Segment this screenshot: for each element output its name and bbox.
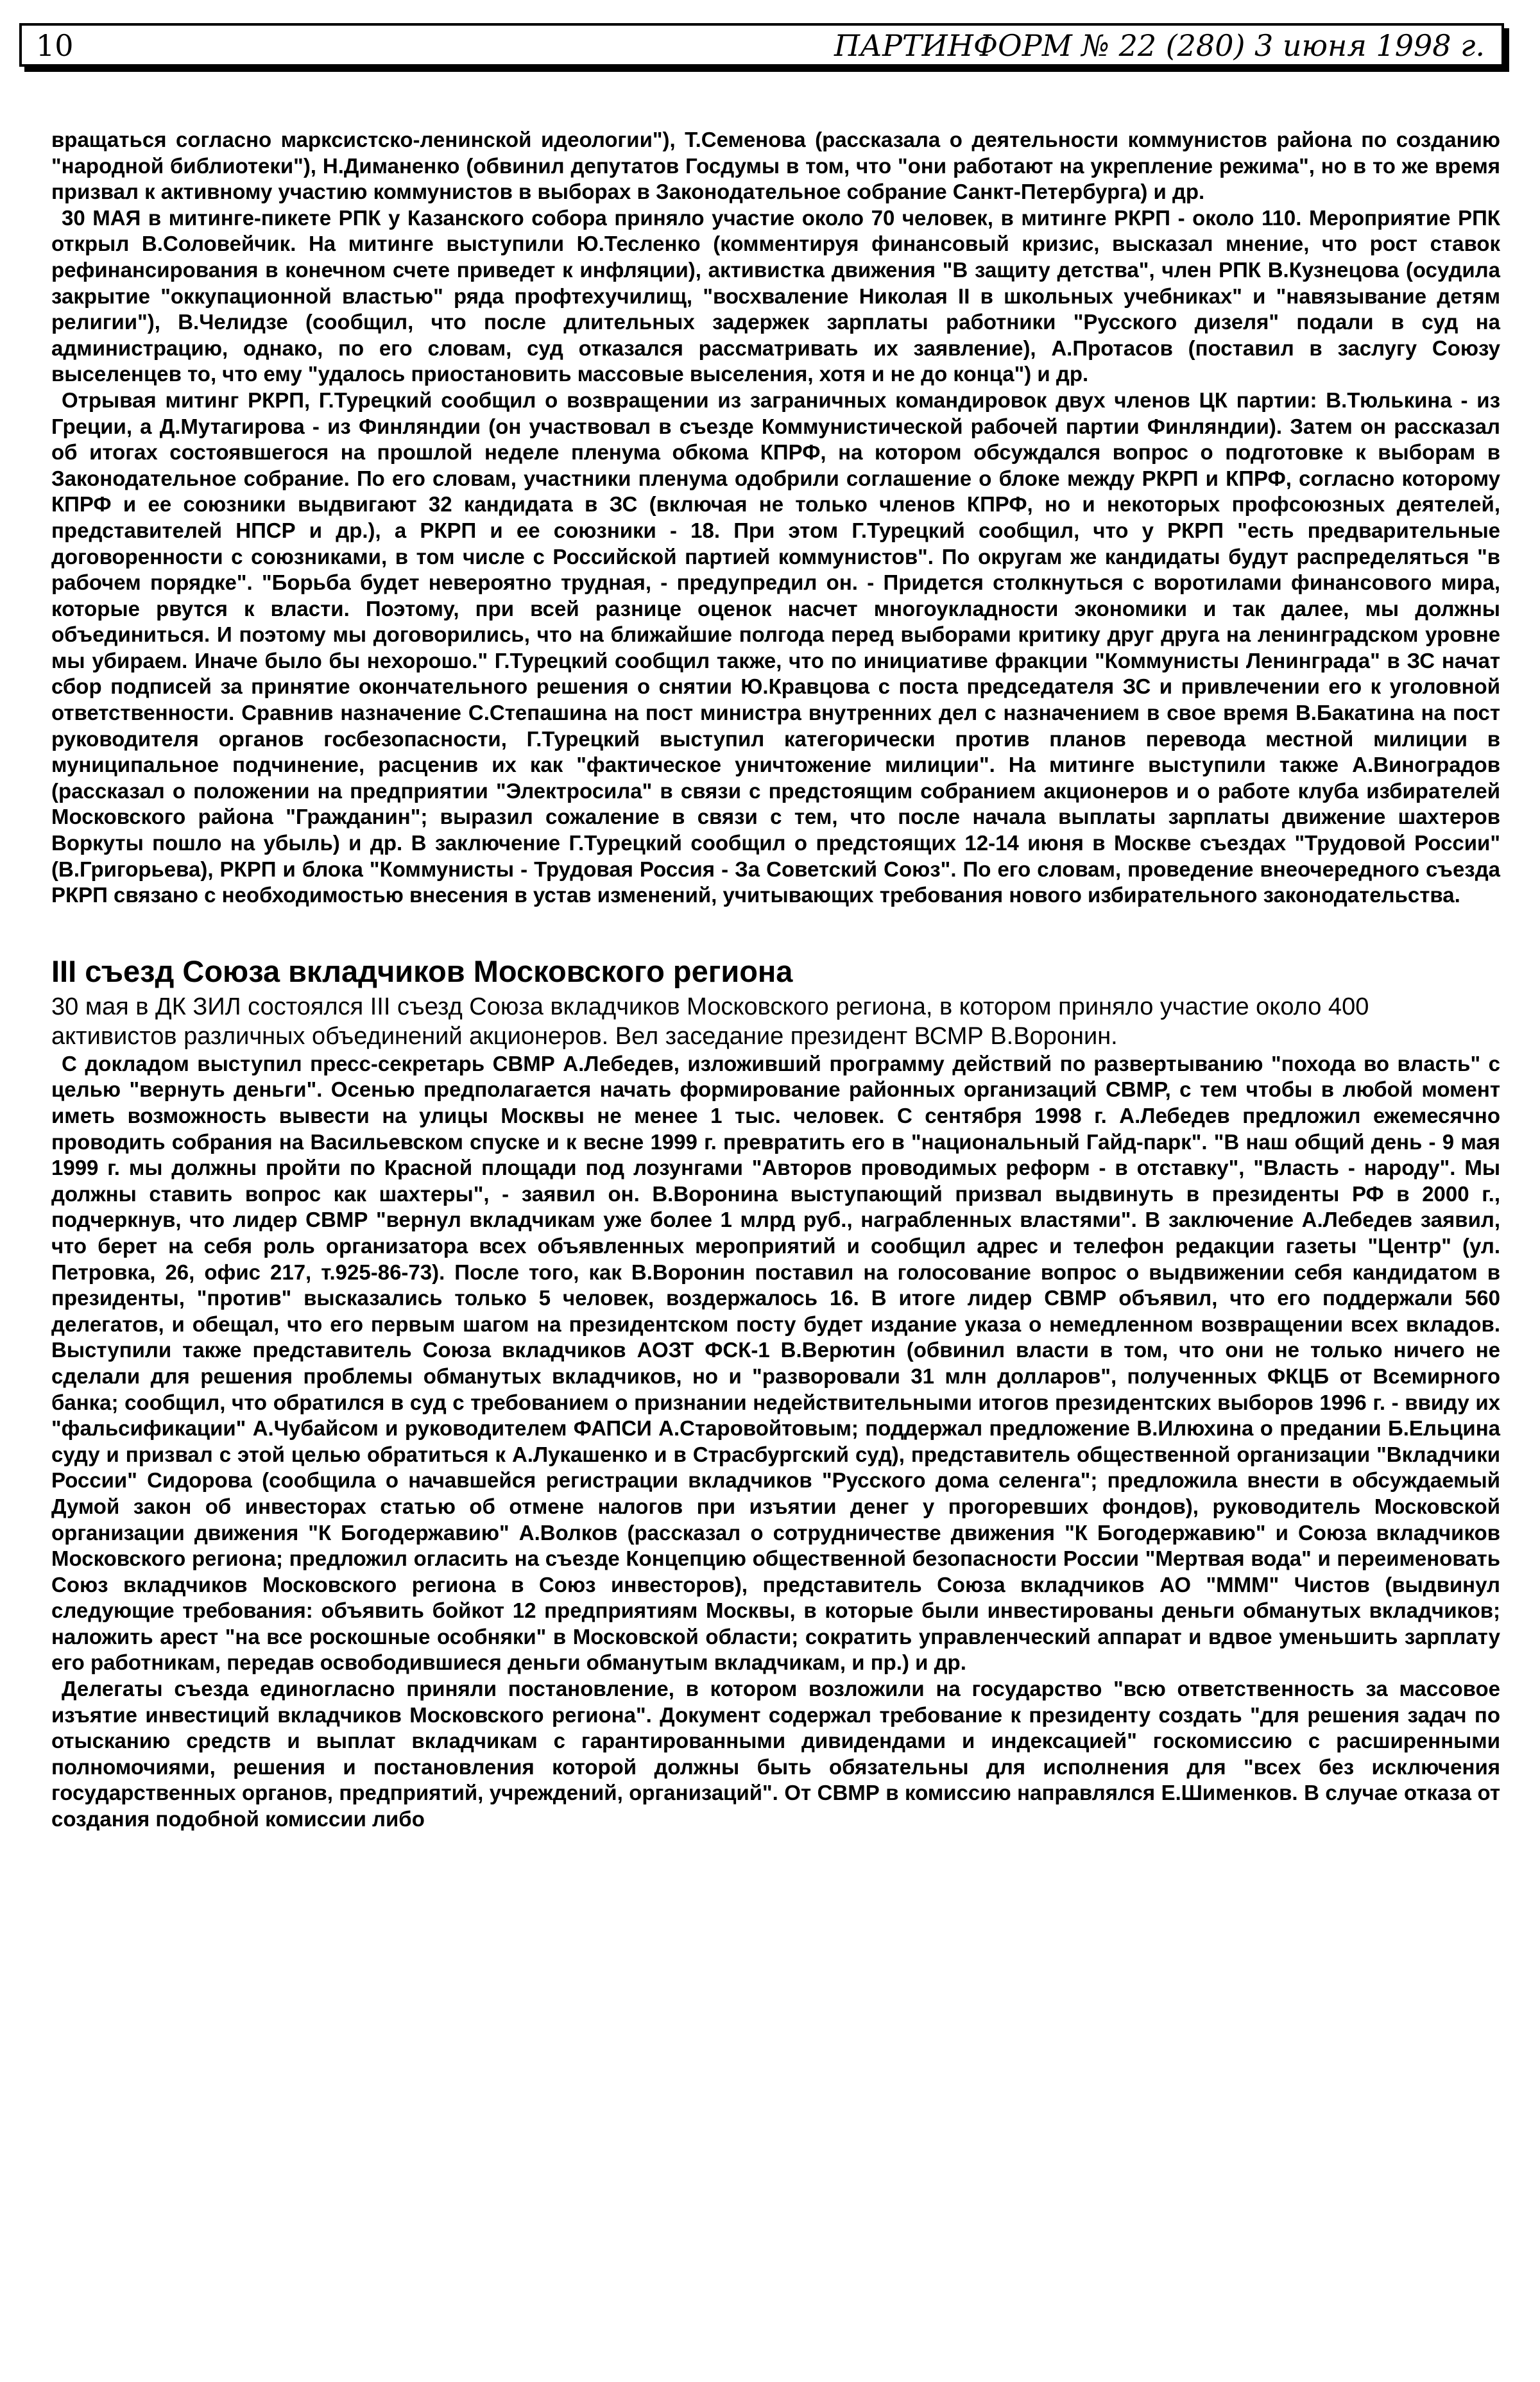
header-shadow: [24, 67, 1509, 72]
article-paragraph: вращаться согласно марксистско-ленинской идеологии"), Т.Семенова (рассказала о деятельности коммунистов района по созданию "народной библиотеки"), Н.Диманенко (обвинил депутатов Госдумы в том, что "они работают на укрепление режима", но в то же время призвал к активному участию коммунистов в выборах в Законодательное собрание Санкт-Петербурга) и др.: [51, 128, 1500, 204]
article-paragraph: Делегаты съезда единогласно приняли постановление, в котором возложили на государство "всю ответственность за массовое изъятие инвестиций вкладчиков Московского региона". Документ содержал требование к президенту создать "для решения задач по отысканию средств и выплат вкладчикам с гарантированными дивидендами и индексацией" госкомиссию с расширенными полномочиями, решения и постановления которой должны быть обязательны для исполнения для "всех без исключения государственных органов, предприятий, учреждений, организаций". От СВМР в комиссию направлялся Е.Шименков. В случае отказа от создания подобной комиссии либо: [51, 1677, 1500, 1831]
article-paragraph: 30 МАЯ в митинге-пикете РПК у Казанского собора приняло участие около 70 человек, в митинге РКРП - около 110. Мероприятие РПК открыл В.Соловейчик. На митинге выступили Ю.Тесленко (комментируя финансовый кризис, высказал мнение, что рост ставок рефинансирования в конечном счете приведет к инфляции), активистка движения "В защиту детства", член РПК В.Кузнецова (осудила закрытие "оккупационной властью" ряда профтехучилищ, "восхваление Николая II в школьных учебниках" и "навязывание детям религии"), В.Челидзе (сообщил, что после длительных задержек зарплаты работники "Русского дизеля" подали в суд на администрацию, однако, по его словам, суд отказался рассматривать их заявление), А.Протасов (поставил в заслугу Союзу выселенцев то, что ему "удалось приостановить массовые выселения, хотя и не до конца") и др.: [51, 205, 1500, 386]
article-paragraph: С докладом выступил пресс-секретарь СВМР А.Лебедев, изложивший программу действий по развертыванию "похода во власть" с целью "вернуть деньги". Осенью предполагается начать формирование районных организаций СВМР, с тем чтобы в любой момент иметь возможность вывести на улицы Москвы не менее 1 тыс. человек. С сентября 1998 г. А.Лебедев предложил ежемесячно проводить собрания на Васильевском спуске и к весне 1999 г. превратить его в "национальный Гайд-парк". "В наш общий день - 9 мая 1999 г. мы должны пройти по Красной площади под лозунгами "Авторов проводимых реформ - в отставку", "Власть - народу". Мы должны ставить вопрос как шахтеры", - заявил он. В.Воронина выступающий призвал выдвинуть в президенты РФ в 2000 г., подчеркнув, что лидер СВМР "вернул вкладчикам уже более 1 млрд руб., награбленных властями". В заключение А.Лебедев заявил, что берет на себя роль организатора всех объявленных мероприятий и сообщил адрес и телефон редакции газеты "Центр" (ул. Петровка, 26, офис 217, т.925-86-73). После того, как В.Воронин поставил на голосование вопрос о выдвижении себя кандидатом в президенты, "против" высказались только 5 человек, воздержалось 16. В итоге лидер СВМР объявил, что его поддержали 560 делегатов, и обещал, что его первым шагом на президентском посту будет издание указа о немедленном возвращении всех вкладов. Выступили также представитель Союза вкладчиков АОЗТ ФСК-1 В.Верютин (обвинил власти в том, что они не только ничего не сделали для решения проблемы обманутых вкладчиков, но и "разворовали 31 млн долларов", полученных ФКЦБ от Всемирного банка; сообщил, что обратился в суд с требованием о признании недействительными итогов президентских выборов 1996 г. - ввиду их "фальсификации" А.Чубайсом и руководителем ФАПСИ А.Старовойтовым; поддержал предложение В.Илюхина о предании Б.Ельцина суду и призвал с этой целью обратиться к А.Лукашенко и в Страсбургский суд), представитель общественной организации "Вкладчики России" Сидорова (сообщила о начавшейся регистрации вкладчиков "Русского дома селенга"; предложила внести в обсуждаемый Думой закон об инвесторах статью об отмене налогов при изъятии денег у прогоревших фондов), руководитель Московской организации движения "К Богодержавию" А.Волков (рассказал о сотрудничестве движения "К Богодержавию" и Союза вкладчиков Московского региона; предложил огласить на съезде Концепцию общественной безопасности России "Мертвая вода" и переименовать Союз вкладчиков Московского региона в Союз инвесторов), представитель Союза вкладчиков АО "МММ" Чистов (выдвинул следующие требования: объявить бойкот 12 предприятиям Москвы, в которые были инвестированы деньги обманутых вкладчиков; наложить арест "на все роскошные особняки" в Московской области; сократить управленческий аппарат и вдвое уменьшить зарплату его работникам, передав освободившиеся деньги обманутым вкладчикам, и пр.) и др.: [51, 1051, 1500, 1675]
section-title: III съезд Союза вкладчиков Московского региона: [51, 954, 793, 988]
publication-title: ПАРТИНФОРМ № 22 (280) 3 июня 1998 г.: [834, 28, 1485, 63]
page-header: [19, 23, 1504, 67]
article-paragraph: Отрывая митинг РКРП, Г.Турецкий сообщил о возвращении из заграничных командировок двух членов ЦК партии: В.Тюлькина - из Греции, а Д.Мутагирова - из Финляндии (он участвовал в съезде Коммунистической рабочей партии Финляндии). Затем он рассказал об итогах состоявшегося на прошлой неделе пленума обкома КПРФ, на котором обсуждался вопрос о подготовке к выборам в Законодательное собрание. По его словам, участники пленума одобрили соглашение о блоке между РКРП и КПРФ, согласно которому КПРФ и ее союзники выдвигают 32 кандидата в ЗС (включая не только членов КПРФ, но и некоторых профсоюзных деятелей, представителей НПСР и др.), а РКРП и ее союзники - 18. При этом Г.Турецкий сообщил, что у РКРП "есть предварительные договоренности с союзниками, в том числе с Российской партией коммунистов". По округам же кандидаты будут распределяться "в рабочем порядке". "Борьба будет невероятно трудная, - предупредил он. - Придется столкнуться с воротилами финансового мира, которые рвутся к власти. Поэтому, при всей разнице оценок насчет многоукладности экономики и так далее, мы должны объединиться. И поэтому мы договорились, что на ближайшие полгода перед выборами критику друг друга на ленинградском уровне мы убираем. Иначе было бы нехорошо." Г.Турецкий сообщил также, что по инициативе фракции "Коммунисты Ленинграда" в ЗС начат сбор подписей за принятие окончательного решения о снятии Ю.Кравцова с поста председателя ЗС и привлечении его к уголовной ответственности. Сравнив назначение С.Степашина на пост министра внутренних дел с назначением в свое время В.Бакатина на пост руководителя органов госбезопасности, Г.Турецкий выступил категорически против планов перевода местной милиции в муниципальное подчинение, расценив их как "фактическое уничтожение милиции". На митинге выступили также А.Виноградов (рассказал о положении на предприятии "Электросила" в связи с предстоящим собранием акционеров и о работе клуба избирателей Московского района "Гражданин"; выразил сожаление в связи с тем, что после начала выплаты зарплаты движение шахтеров Воркуты пошло на убыль) и др. В заключение Г.Турецкий сообщил о предстоящих 12-14 июня в Москве съездах "Трудовой России" (В.Григорьева), РКРП и блока "Коммунисты - Трудовая Россия - За Советский Союз". По его словам, проведение внеочередного съезда РКРП связано с необходимостью внесения в устав изменений, учитывающих требования нового избирательного законодательства.: [51, 388, 1500, 907]
header-shadow-side: [1504, 28, 1509, 72]
page-content: [51, 127, 1500, 1833]
article-rallies: [51, 127, 1500, 909]
article-lead: 30 мая в ДК ЗИЛ состоялся III съезд Союза вкладчиков Московского региона, в котором приняло участие около 400 активистов различных объединений акционеров. Вел заседание президент ВСМР В.Воронин.: [51, 993, 1369, 1050]
page-number: 10: [36, 28, 74, 63]
article-depositors-congress: [51, 954, 1500, 1833]
